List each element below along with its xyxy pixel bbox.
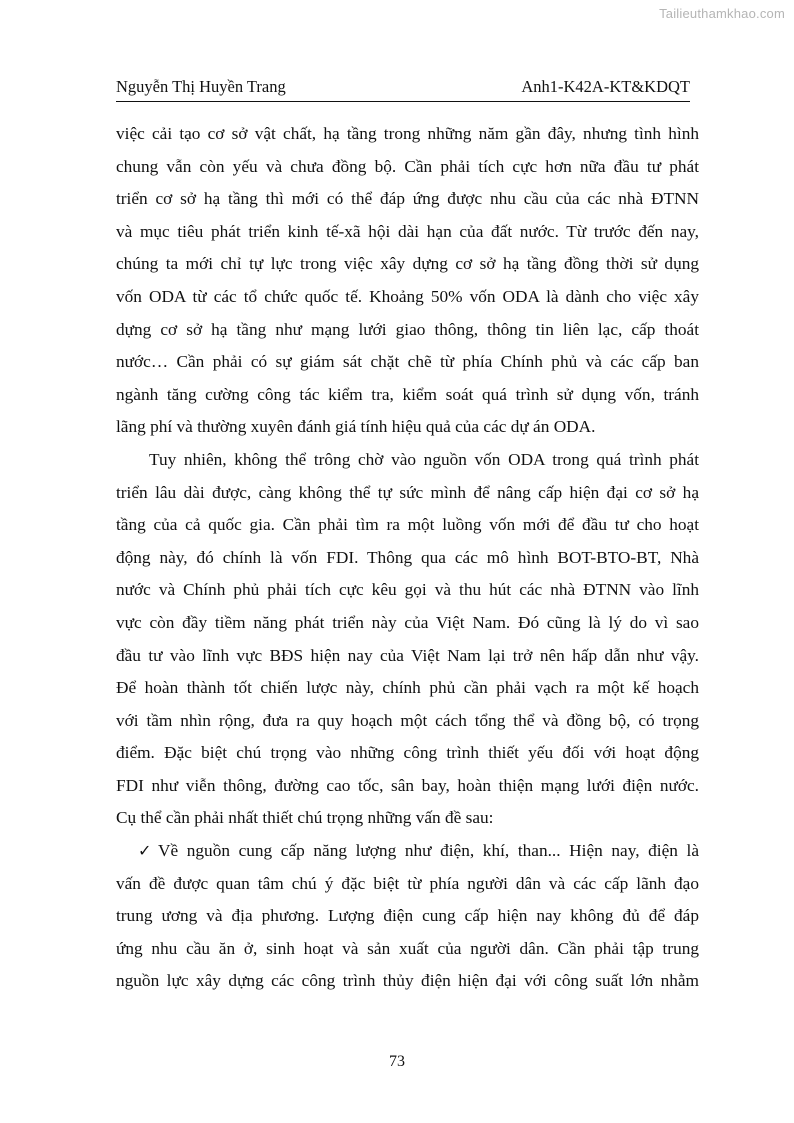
bullet-first-line xyxy=(116,835,699,868)
paragraph-line: triển lâu dài được, càng không thể tự sức mình để nâng cấp hiện đại cơ sở hạ xyxy=(116,482,699,502)
paragraph-line: việc cải tạo cơ sở vật chất, hạ tầng trong những năm gần đây, nhưng tình hình xyxy=(116,124,699,143)
paragraph-line: chúng ta mới chỉ tự lực trong việc xây dựng cơ sở hạ tầng đồng thời sử dụng xyxy=(116,254,699,274)
paragraph-line: điểm. Đặc biệt chú trọng vào những công trình thiết yếu đối với hoạt động xyxy=(116,743,699,763)
watermark: Tailieuthamkhao.com xyxy=(659,6,785,21)
page-body xyxy=(116,118,699,998)
paragraph-1 xyxy=(116,118,699,444)
paragraph-line: với tầm nhìn rộng, đưa ra quy hoạch một cách tổng thể và đồng bộ, có trọng xyxy=(116,710,699,730)
paragraph-line: động này, đó chính là vốn FDI. Thông qua các mô hình BOT-BTO-BT, Nhà xyxy=(116,547,699,567)
bullet-item xyxy=(116,835,699,998)
bullet-line-text: Về nguồn cung cấp năng lượng như điện, khí, than... Hiện nay, điện là xyxy=(158,841,699,861)
header-class-code: Anh1-K42A-KT&KDQT xyxy=(521,77,690,96)
paragraph-line: Để hoàn thành tốt chiến lược này, chính phủ cần phải vạch ra một kế hoạch xyxy=(116,678,699,698)
paragraph-line: nước… Cần phải có sự giám sát chặt chẽ từ phía Chính phủ và các cấp ban xyxy=(116,352,699,372)
page-header xyxy=(116,77,690,102)
page-number: 73 xyxy=(389,1053,405,1070)
bullet-line: ứng nhu cầu ăn ở, sinh hoạt và sản xuất của người dân. Cần phải tập trung xyxy=(116,938,699,958)
paragraph-line: lãng phí và thường xuyên đánh giá tính hiệu quả của các dự án ODA. xyxy=(116,417,596,437)
bullet-line: nguồn lực xây dựng các công trình thủy điện hiện đại với công suất lớn nhằm xyxy=(116,971,699,991)
header-author: Nguyễn Thị Huyền Trang xyxy=(116,77,286,96)
paragraph-line: Tuy nhiên, không thể trông chờ vào nguồn vốn ODA trong quá trình phát xyxy=(149,449,699,469)
bullet-line: vấn đề được quan tâm chú ý đặc biệt từ phía người dân và các cấp lãnh đạo xyxy=(116,873,699,893)
bullet-line: trung ương và địa phương. Lượng điện cung cấp hiện nay không đủ để đáp xyxy=(116,906,699,926)
paragraph-line: vực còn đầy tiềm năng phát triển này của Việt Nam. Đó cũng là lý do vì sao xyxy=(116,612,699,632)
paragraph-line: đầu tư vào lĩnh vực BĐS hiện nay của Việt Nam lại trở nên hấp dẫn như vậy. xyxy=(116,645,699,665)
paragraph-line: tầng của cả quốc gia. Cần phải tìm ra một luồng vốn mới để đầu tư cho hoạt xyxy=(116,515,699,535)
paragraph-line: triển cơ sở hạ tầng thì mới có thể đáp ứng được nhu cầu của các nhà ĐTNN xyxy=(116,189,699,209)
paragraph-line: dựng cơ sở hạ tầng như mạng lưới giao thông, thông tin liên lạc, cấp thoát xyxy=(116,319,699,339)
paragraph-line: vốn ODA từ các tổ chức quốc tế. Khoảng 50% vốn ODA là dành cho việc xây xyxy=(116,286,699,306)
paragraph-2 xyxy=(116,444,699,835)
paragraph-line: chung vẫn còn yếu và chưa đồng bộ. Cần phải tích cực hơn nữa đầu tư phát xyxy=(116,156,699,176)
check-icon: ✓ xyxy=(138,841,152,861)
paragraph-line: ngành tăng cường công tác kiểm tra, kiểm soát quá trình sử dụng vốn, tránh xyxy=(116,384,699,404)
paragraph-line: FDI như viễn thông, đường cao tốc, sân bay, hoàn thiện mạng lưới điện nước. xyxy=(116,775,699,795)
paragraph-line: nước và Chính phủ phải tích cực kêu gọi và thu hút các nhà ĐTNN vào lĩnh xyxy=(116,580,699,600)
paragraph-line: Cụ thể cần phải nhất thiết chú trọng những vấn đề sau: xyxy=(116,808,494,828)
paragraph-line: và mục tiêu phát triển kinh tế-xã hội dài hạn của đất nước. Từ trước đến nay, xyxy=(116,221,699,241)
